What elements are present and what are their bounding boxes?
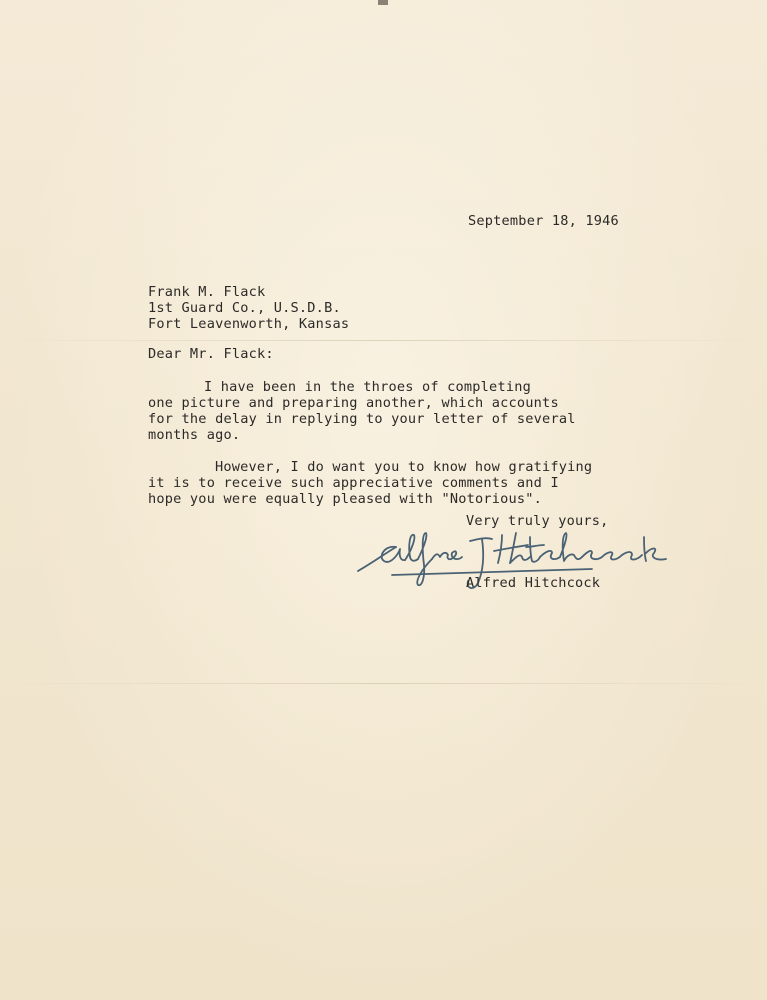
edge-mark — [378, 0, 388, 5]
paragraph1-line3: for the delay in replying to your letter of several — [148, 411, 576, 427]
recipient-unit: 1st Guard Co., U.S.D.B. — [148, 300, 341, 316]
closing: Very truly yours, — [466, 513, 609, 529]
salutation: Dear Mr. Flack: — [148, 346, 274, 362]
paragraph2-line3: hope you were equally pleased with "Notorious". — [148, 491, 543, 507]
typed-signature: Alfred Hitchcock — [466, 575, 601, 591]
recipient-location: Fort Leavenworth, Kansas — [148, 316, 350, 332]
paragraph2-line2: it is to receive such appreciative comments and I — [148, 475, 559, 491]
handwritten-signature — [352, 523, 672, 603]
paragraph1-line4: months ago. — [148, 427, 241, 443]
paragraph1-line2: one picture and preparing another, which accounts — [148, 395, 559, 411]
recipient-name: Frank M. Flack — [148, 284, 266, 300]
paper-fold-lower — [0, 683, 767, 684]
letter-date: September 18, 1946 — [468, 213, 619, 229]
paragraph1-line1: I have been in the throes of completing — [204, 379, 531, 395]
paper-fold-upper — [0, 340, 767, 341]
paragraph2-line1: However, I do want you to know how gratifying — [215, 459, 593, 475]
